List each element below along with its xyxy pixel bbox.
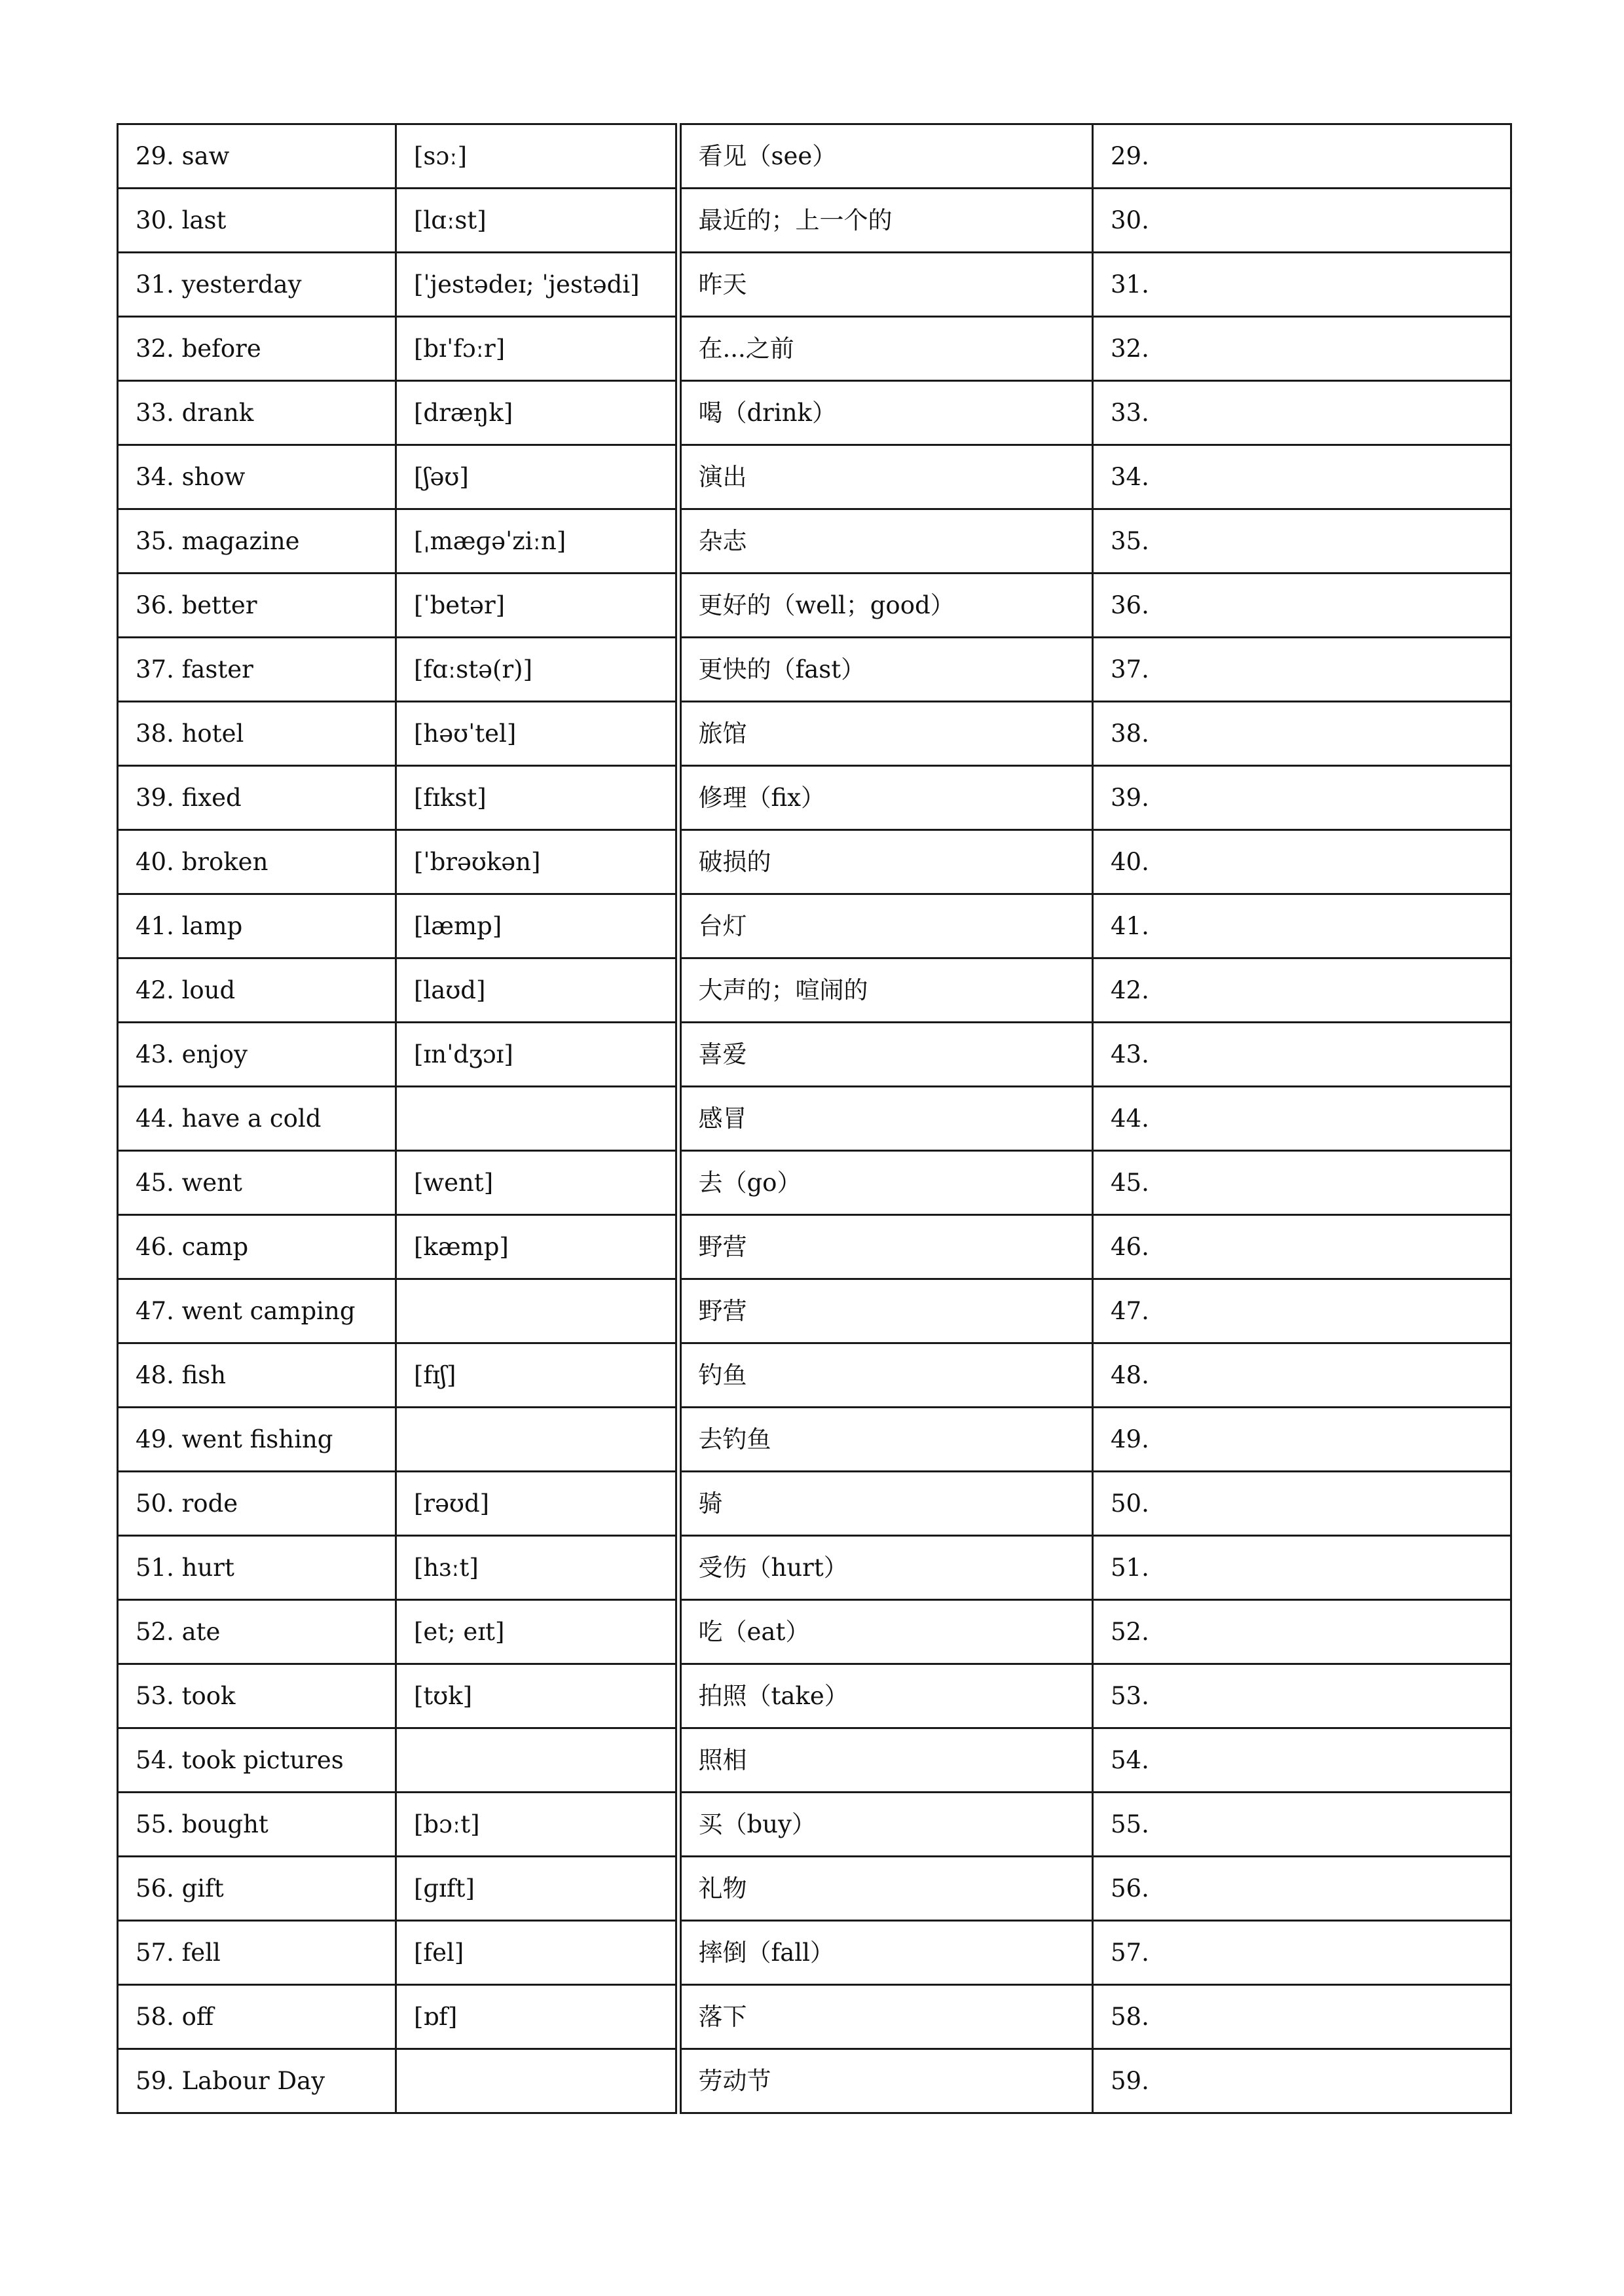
word-cell: 37. faster — [118, 638, 396, 702]
phonetic-cell: [hɜːt] — [396, 1536, 678, 1600]
table-row — [118, 1472, 1511, 1536]
meaning-cell: 台灯 — [678, 894, 1093, 958]
meaning-cell: 去钓鱼 — [678, 1408, 1093, 1472]
word-cell: 45. went — [118, 1151, 396, 1215]
table-row — [118, 1921, 1511, 1985]
answer-cell: 56. — [1093, 1857, 1511, 1921]
meaning-cell: 喜爱 — [678, 1023, 1093, 1087]
answer-cell: 51. — [1093, 1536, 1511, 1600]
word-cell: 38. hotel — [118, 702, 396, 766]
meaning-cell: 旅馆 — [678, 702, 1093, 766]
table-row — [118, 894, 1511, 958]
word-cell: 44. have a cold — [118, 1087, 396, 1151]
table-row — [118, 1343, 1511, 1408]
phonetic-cell: [ˈbetər] — [396, 574, 678, 638]
word-cell: 55. bought — [118, 1793, 396, 1857]
phonetic-cell: [fɪʃ] — [396, 1343, 678, 1408]
phonetic-cell: [sɔː] — [396, 124, 678, 189]
word-cell: 32. before — [118, 317, 396, 381]
answer-cell: 44. — [1093, 1087, 1511, 1151]
answer-cell: 36. — [1093, 574, 1511, 638]
word-cell: 30. last — [118, 189, 396, 253]
table-row — [118, 958, 1511, 1023]
meaning-cell: 野营 — [678, 1215, 1093, 1279]
meaning-cell: 受伤（hurt） — [678, 1536, 1093, 1600]
table-row — [118, 253, 1511, 317]
phonetic-cell: [fɑːstə(r)] — [396, 638, 678, 702]
word-cell: 39. fixed — [118, 766, 396, 830]
meaning-cell: 钓鱼 — [678, 1343, 1093, 1408]
table-row — [118, 1023, 1511, 1087]
answer-cell: 31. — [1093, 253, 1511, 317]
meaning-cell: 杂志 — [678, 509, 1093, 574]
meaning-cell: 看见（see） — [678, 124, 1093, 189]
answer-cell: 35. — [1093, 509, 1511, 574]
answer-cell: 46. — [1093, 1215, 1511, 1279]
word-cell: 48. fish — [118, 1343, 396, 1408]
phonetic-cell: [bɔːt] — [396, 1793, 678, 1857]
meaning-cell: 感冒 — [678, 1087, 1093, 1151]
meaning-cell: 演出 — [678, 445, 1093, 509]
table-row — [118, 766, 1511, 830]
phonetic-cell: [kæmp] — [396, 1215, 678, 1279]
answer-cell: 39. — [1093, 766, 1511, 830]
answer-cell: 55. — [1093, 1793, 1511, 1857]
word-cell: 34. show — [118, 445, 396, 509]
meaning-cell: 落下 — [678, 1985, 1093, 2049]
phonetic-cell: [ɒf] — [396, 1985, 678, 2049]
answer-cell: 54. — [1093, 1728, 1511, 1793]
table-row — [118, 638, 1511, 702]
word-cell: 43. enjoy — [118, 1023, 396, 1087]
answer-cell: 52. — [1093, 1600, 1511, 1664]
phonetic-cell — [396, 1087, 678, 1151]
meaning-cell: 摔倒（fall） — [678, 1921, 1093, 1985]
word-cell: 51. hurt — [118, 1536, 396, 1600]
meaning-cell: 骑 — [678, 1472, 1093, 1536]
phonetic-cell — [396, 1728, 678, 1793]
answer-cell: 59. — [1093, 2049, 1511, 2113]
meaning-cell: 在...之前 — [678, 317, 1093, 381]
meaning-cell: 拍照（take） — [678, 1664, 1093, 1728]
word-cell: 50. rode — [118, 1472, 396, 1536]
meaning-cell: 买（buy） — [678, 1793, 1093, 1857]
answer-cell: 37. — [1093, 638, 1511, 702]
word-cell: 58. off — [118, 1985, 396, 2049]
table-row — [118, 574, 1511, 638]
phonetic-cell: [bɪˈfɔːr] — [396, 317, 678, 381]
meaning-cell: 礼物 — [678, 1857, 1093, 1921]
phonetic-cell: [et; eɪt] — [396, 1600, 678, 1664]
table-row — [118, 830, 1511, 894]
phonetic-cell: [læmp] — [396, 894, 678, 958]
meaning-cell: 喝（drink） — [678, 381, 1093, 445]
word-cell: 53. took — [118, 1664, 396, 1728]
vocabulary-table — [117, 123, 1512, 2114]
meaning-cell: 吃（eat） — [678, 1600, 1093, 1664]
table-row — [118, 1215, 1511, 1279]
word-cell: 54. took pictures — [118, 1728, 396, 1793]
word-cell: 40. broken — [118, 830, 396, 894]
phonetic-cell: [lɑːst] — [396, 189, 678, 253]
table-row — [118, 509, 1511, 574]
word-cell: 35. magazine — [118, 509, 396, 574]
table-row — [118, 1728, 1511, 1793]
word-cell: 33. drank — [118, 381, 396, 445]
answer-cell: 29. — [1093, 124, 1511, 189]
table-row — [118, 702, 1511, 766]
phonetic-cell: [ˈjestədeɪ; ˈjestədi] — [396, 253, 678, 317]
word-cell: 57. fell — [118, 1921, 396, 1985]
word-cell: 36. better — [118, 574, 396, 638]
meaning-cell: 野营 — [678, 1279, 1093, 1343]
phonetic-cell: [həʊˈtel] — [396, 702, 678, 766]
word-cell: 56. gift — [118, 1857, 396, 1921]
word-cell: 46. camp — [118, 1215, 396, 1279]
meaning-cell: 修理（fix） — [678, 766, 1093, 830]
phonetic-cell: [tʊk] — [396, 1664, 678, 1728]
word-cell: 29. saw — [118, 124, 396, 189]
table-row — [118, 124, 1511, 189]
phonetic-cell: [ɡɪft] — [396, 1857, 678, 1921]
meaning-cell: 更好的（well；good） — [678, 574, 1093, 638]
answer-cell: 32. — [1093, 317, 1511, 381]
answer-cell: 30. — [1093, 189, 1511, 253]
meaning-cell: 照相 — [678, 1728, 1093, 1793]
phonetic-cell — [396, 1408, 678, 1472]
table-row — [118, 1279, 1511, 1343]
phonetic-cell: [went] — [396, 1151, 678, 1215]
word-cell: 47. went camping — [118, 1279, 396, 1343]
table-row — [118, 381, 1511, 445]
phonetic-cell: [dræŋk] — [396, 381, 678, 445]
phonetic-cell: [ʃəʊ] — [396, 445, 678, 509]
word-cell: 52. ate — [118, 1600, 396, 1664]
word-cell: 49. went fishing — [118, 1408, 396, 1472]
answer-cell: 42. — [1093, 958, 1511, 1023]
phonetic-cell: [fel] — [396, 1921, 678, 1985]
answer-cell: 34. — [1093, 445, 1511, 509]
phonetic-cell: [rəʊd] — [396, 1472, 678, 1536]
vocabulary-table-body — [118, 124, 1511, 2113]
meaning-cell: 劳动节 — [678, 2049, 1093, 2113]
answer-cell: 38. — [1093, 702, 1511, 766]
answer-cell: 50. — [1093, 1472, 1511, 1536]
meaning-cell: 破损的 — [678, 830, 1093, 894]
answer-cell: 43. — [1093, 1023, 1511, 1087]
answer-cell: 40. — [1093, 830, 1511, 894]
table-row — [118, 317, 1511, 381]
phonetic-cell: [fɪkst] — [396, 766, 678, 830]
answer-cell: 57. — [1093, 1921, 1511, 1985]
answer-cell: 58. — [1093, 1985, 1511, 2049]
answer-cell: 47. — [1093, 1279, 1511, 1343]
answer-cell: 45. — [1093, 1151, 1511, 1215]
table-row — [118, 445, 1511, 509]
table-row — [118, 189, 1511, 253]
meaning-cell: 去（go） — [678, 1151, 1093, 1215]
table-row — [118, 1408, 1511, 1472]
table-row — [118, 1151, 1511, 1215]
answer-cell: 53. — [1093, 1664, 1511, 1728]
word-cell: 59. Labour Day — [118, 2049, 396, 2113]
table-row — [118, 1600, 1511, 1664]
answer-cell: 41. — [1093, 894, 1511, 958]
table-row — [118, 1664, 1511, 1728]
meaning-cell: 大声的；喧闹的 — [678, 958, 1093, 1023]
meaning-cell: 最近的；上一个的 — [678, 189, 1093, 253]
answer-cell: 33. — [1093, 381, 1511, 445]
answer-cell: 49. — [1093, 1408, 1511, 1472]
phonetic-cell — [396, 2049, 678, 2113]
phonetic-cell: [laʊd] — [396, 958, 678, 1023]
table-row — [118, 1793, 1511, 1857]
phonetic-cell: [ˌmæɡəˈziːn] — [396, 509, 678, 574]
word-cell: 42. loud — [118, 958, 396, 1023]
table-row — [118, 1087, 1511, 1151]
table-row — [118, 2049, 1511, 2113]
word-cell: 31. yesterday — [118, 253, 396, 317]
phonetic-cell: [ˈbrəʊkən] — [396, 830, 678, 894]
answer-cell: 48. — [1093, 1343, 1511, 1408]
phonetic-cell — [396, 1279, 678, 1343]
phonetic-cell: [ɪnˈdʒɔɪ] — [396, 1023, 678, 1087]
table-row — [118, 1536, 1511, 1600]
table-row — [118, 1985, 1511, 2049]
meaning-cell: 昨天 — [678, 253, 1093, 317]
word-cell: 41. lamp — [118, 894, 396, 958]
table-row — [118, 1857, 1511, 1921]
meaning-cell: 更快的（fast） — [678, 638, 1093, 702]
